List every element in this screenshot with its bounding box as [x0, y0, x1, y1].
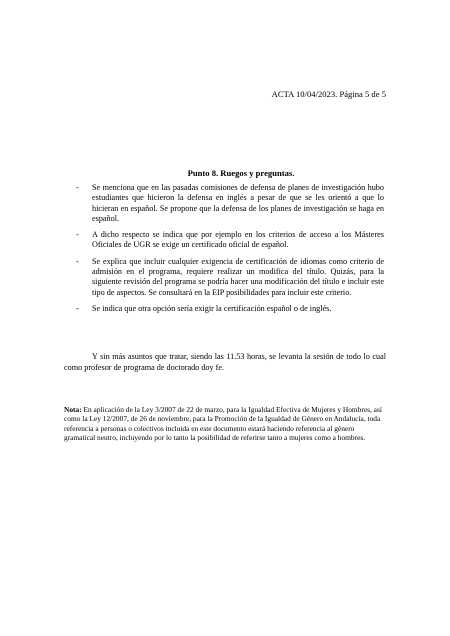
bullet-dash: - — [76, 183, 79, 192]
bullet-text: Se indica que otra opción sería exigir la certificación español o de inglés. — [92, 303, 332, 313]
closing-paragraph: Y sin más asuntos que tratar, siendo las 11.53 horas, se levanta la sesión de todo lo cual como profesor de programa de doctorado doy fe. — [64, 352, 386, 372]
bullet-text: Se menciona que en las pasadas comisiones de defensa de planes de investigación hubo estudiantes que hicieron la defensa en inglés a pesar de que se les orientó a que lo hicieran en español. Se propone que la defensa de los planes de investigación se haga en español. — [92, 183, 384, 223]
list-item — [76, 183, 384, 224]
bullet-dash: - — [76, 256, 79, 266]
bullet-list — [76, 183, 384, 320]
bullet-text: A dicho respecto se indica que por ejemplo en los criterios de acceso a los Másteres Oficiales de UGR se exige un certificado oficial de español. — [92, 230, 384, 250]
section-title: Punto 8. Ruegos y preguntas. — [187, 168, 295, 178]
list-item — [76, 257, 384, 298]
bullet-dash: - — [76, 230, 79, 240]
page-header: ACTA 10/04/2023. Página 5 de 5 — [271, 89, 386, 99]
bullet-text: Se explica que incluir cualquier exigencia de certificación de idiomas como criterio de admisión en el programa, requiere realizar un modifica del título. Quizás, para la siguiente revisión del programa se podría hacer una modificación del título e incluir este tipo de aspectos. Se consultará en la EIP posibilidades para incluir este criterio. — [92, 256, 384, 297]
list-item — [76, 304, 384, 314]
legal-note — [64, 405, 386, 443]
note-text: En aplicación de la Ley 3/2007 de 22 de marzo, para la Igualdad Efectiva de Mujeres y Hombres, así como la Ley 12/2007, de 26 de noviembre, para la Promoción de la Igualdad de Género en Andalucía, toda referencia a personas o colectivos incluida en este documento estará haciendo referencia al género gramatical neutro, incluyendo por lo tanto la posibilidad de referirse tanto a mujeres como a hombres. — [64, 405, 382, 443]
bullet-dash: - — [76, 303, 79, 313]
note-label: Nota: — [64, 405, 82, 414]
list-item — [76, 230, 384, 251]
